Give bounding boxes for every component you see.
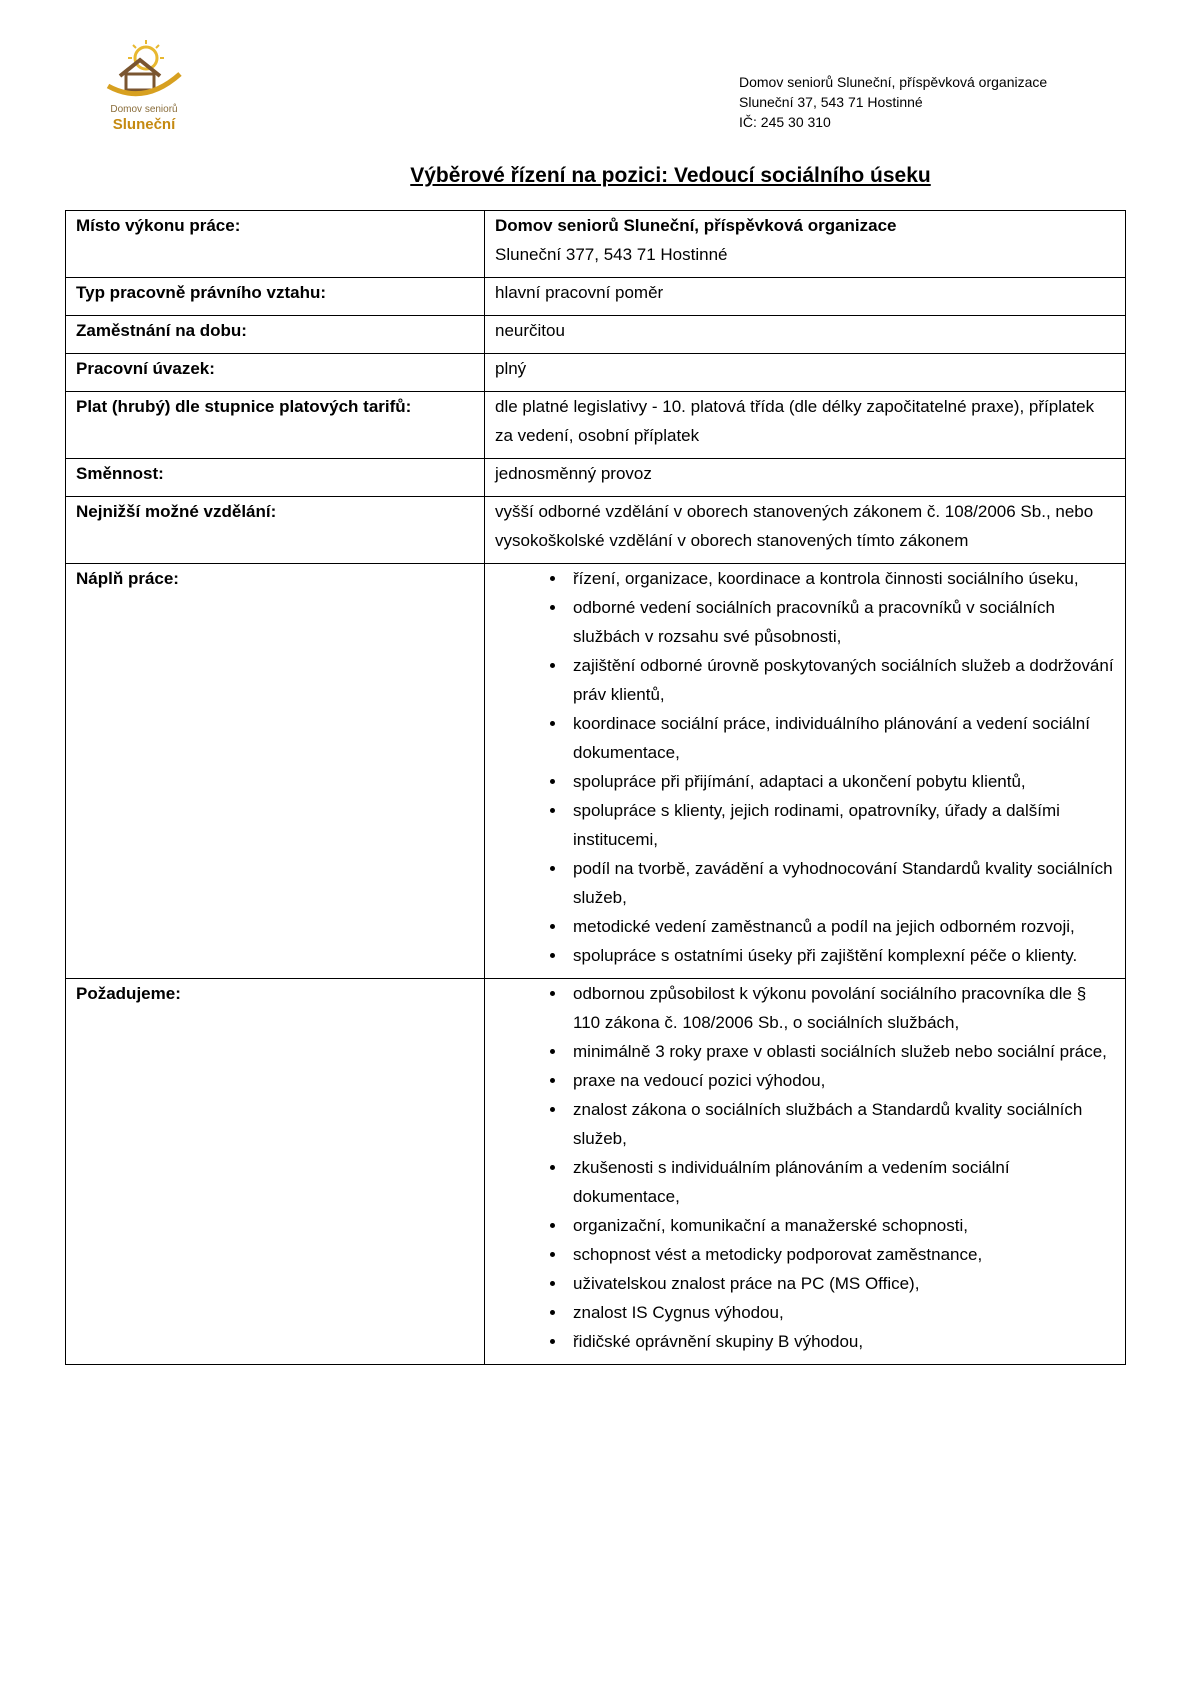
sun-house-logo-icon xyxy=(104,40,184,104)
row-label: Požadujeme: xyxy=(66,979,485,1365)
row-value xyxy=(485,211,1126,278)
value-line: jednosměnný provoz xyxy=(495,464,652,483)
row-value xyxy=(485,459,1126,497)
list-item: • zajištění odborné úrovně poskytovaných sociálních služeb a dodržování práv klientů, xyxy=(567,651,1115,709)
row-label: Typ pracovně právního vztahu: xyxy=(66,278,485,316)
value-line: neurčitou xyxy=(495,321,565,340)
row-value xyxy=(485,354,1126,392)
row-label: Nejnižší možné vzdělání: xyxy=(66,497,485,564)
table-row-pozadujeme xyxy=(66,979,1126,1365)
list-item: • spolupráce s ostatními úseky při zajištění komplexní péče o klienty. xyxy=(567,941,1115,970)
list-item: • organizační, komunikační a manažerské schopnosti, xyxy=(567,1211,1115,1240)
document-title: Výběrové řízení na pozici: Vedoucí sociálního úseku xyxy=(410,164,931,187)
list-item: • schopnost vést a metodicky podporovat zaměstnance, xyxy=(567,1240,1115,1269)
table-row-misto-vykonu-prace xyxy=(66,211,1126,278)
table-row-nejnizsi-mozne-vzdelani xyxy=(66,497,1126,564)
row-value xyxy=(485,316,1126,354)
header-org-name: Domov seniorů Sluneční, příspěvková organizace xyxy=(739,74,1048,90)
table-row-plat-hruby-dle-stupnice-platovych-tarifu xyxy=(66,392,1126,459)
row-label: Místo výkonu práce: xyxy=(66,211,485,278)
table-row-typ-pracovne-pravniho-vztahu xyxy=(66,278,1126,316)
table-row-napln-prace xyxy=(66,564,1126,979)
list-item: • odborné vedení sociálních pracovníků a pracovníků v sociálních službách v rozsahu své působnosti, xyxy=(567,593,1115,651)
table-row-pracovni-uvazek xyxy=(66,354,1126,392)
row-value xyxy=(485,278,1126,316)
row-value xyxy=(485,979,1126,1365)
list-item: • koordinace sociální práce, individuálního plánování a vedení sociální dokumentace, xyxy=(567,709,1115,767)
table-row-smennost xyxy=(66,459,1126,497)
job-details-body xyxy=(66,211,1126,1365)
row-label: Směnnost: xyxy=(66,459,485,497)
row-label: Náplň práce: xyxy=(66,564,485,979)
header-address: Sluneční 37, 543 71 Hostinné xyxy=(739,94,923,110)
bullet-list xyxy=(495,564,1115,970)
list-item: • spolupráce s klienty, jejich rodinami, opatrovníky, úřady a dalšími institucemi, xyxy=(567,796,1115,854)
row-label: Pracovní úvazek: xyxy=(66,354,485,392)
list-item: • podíl na tvorbě, zavádění a vyhodnocování Standardů kvality sociálních služeb, xyxy=(567,854,1115,912)
bullet-list xyxy=(495,979,1115,1356)
list-item: • odbornou způsobilost k výkonu povolání sociálního pracovníka dle § 110 zákona č. 108/2006 Sb., o sociálních službách, xyxy=(567,979,1115,1037)
list-item: • uživatelskou znalost práce na PC (MS Office), xyxy=(567,1269,1115,1298)
list-item: • metodické vedení zaměstnanců a podíl na jejich odborném rozvoji, xyxy=(567,912,1115,941)
list-item: • minimálně 3 roky praxe v oblasti sociálních služeb nebo sociální práce, xyxy=(567,1037,1115,1066)
value-line: hlavní pracovní poměr xyxy=(495,283,664,302)
row-value xyxy=(485,564,1126,979)
value-line: Domov seniorů Sluneční, příspěvková organizace xyxy=(495,216,897,235)
list-item: • praxe na vedoucí pozici výhodou, xyxy=(567,1066,1115,1095)
list-item: • znalost IS Cygnus výhodou, xyxy=(567,1298,1115,1327)
row-value xyxy=(485,497,1126,564)
value-line: dle platné legislativy - 10. platová třída (dle délky započitatelné praxe), příplatek za vedení, osobní příplatek xyxy=(495,397,1095,445)
list-item: • zkušenosti s individuálním plánováním a vedením sociální dokumentace, xyxy=(567,1153,1115,1211)
organization-header xyxy=(739,72,1047,132)
header-ico: IČ: 245 30 310 xyxy=(739,114,831,130)
list-item: • znalost zákona o sociálních službách a Standardů kvality sociálních služeb, xyxy=(567,1095,1115,1153)
list-item: • spolupráce při přijímání, adaptaci a ukončení pobytu klientů, xyxy=(567,767,1115,796)
row-value xyxy=(485,392,1126,459)
row-label: Plat (hrubý) dle stupnice platových tarifů: xyxy=(66,392,485,459)
table-row-zamestnani-na-dobu xyxy=(66,316,1126,354)
row-label: Zaměstnání na dobu: xyxy=(66,316,485,354)
value-line: Sluneční 377, 543 71 Hostinné xyxy=(495,245,728,264)
list-item: • řidičské oprávnění skupiny B výhodou, xyxy=(567,1327,1115,1356)
logo-text-bottom: Sluneční xyxy=(112,116,176,133)
job-details-table xyxy=(65,210,1126,1365)
value-line: vyšší odborné vzdělání v oborech stanovených zákonem č. 108/2006 Sb., nebo vysokoškolské vzdělání v oborech stanovených tímto zákonem xyxy=(495,502,1094,550)
list-item: • řízení, organizace, koordinace a kontrola činnosti sociálního úseku, xyxy=(567,564,1115,593)
organization-logo xyxy=(104,40,184,136)
logo-text-top: Domov seniorů xyxy=(110,104,178,115)
value-line: plný xyxy=(495,359,527,378)
